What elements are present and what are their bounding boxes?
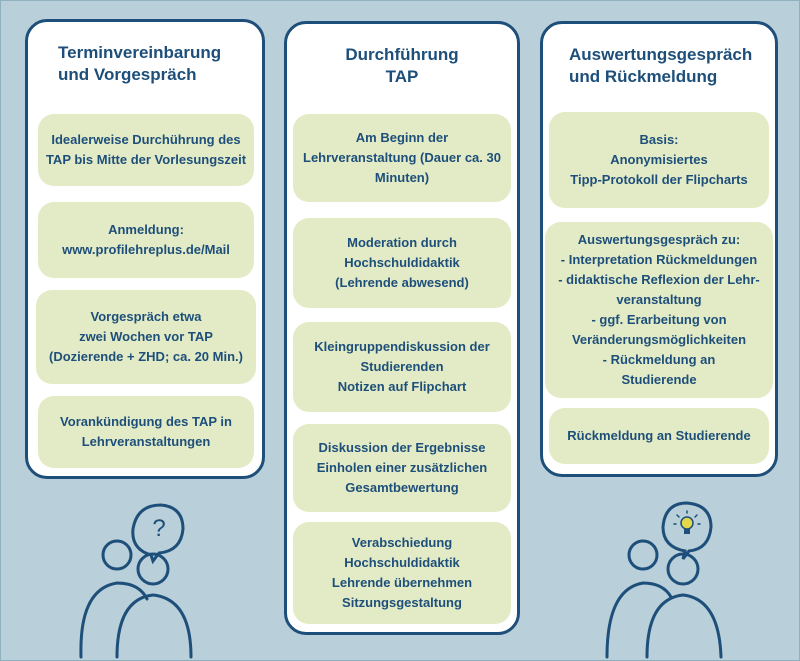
step-card: Verabschiedung Hochschuldidaktik Lehrende übernehmen Sitzungsgestaltung xyxy=(293,522,511,624)
step-card: Idealerweise Durchührung des TAP bis Mitte der Vorlesungszeit xyxy=(38,114,254,186)
step-card: Diskussion der Ergebnisse Einholen einer zusätzlichen Gesamtbewertung xyxy=(293,424,511,512)
column-title-line: Auswertungsgespräch xyxy=(569,45,753,64)
column-auswertung xyxy=(540,21,778,477)
question-mark-icon: ? xyxy=(152,515,166,542)
column-title xyxy=(28,42,262,86)
step-card: Vorankündigung des TAP in Lehrveranstaltungen xyxy=(38,396,254,468)
step-card: Auswertungsgespräch zu: - Interpretation Rückmeldungen - didaktische Reflexion der Lehr- veranstaltung - ggf. Erarbeitung von Veränderungsmöglichkeiten - Rückmeldung an Studierende xyxy=(545,222,773,398)
people-question-icon xyxy=(73,499,223,659)
column-title-line: TAP xyxy=(385,67,419,86)
step-card: Vorgespräch etwa zwei Wochen vor TAP (Dozierende + ZHD; ca. 20 Min.) xyxy=(36,290,256,384)
column-title xyxy=(543,44,775,88)
step-card: Am Beginn der Lehrveranstaltung (Dauer ca. 30 Minuten) xyxy=(293,114,511,202)
column-terminvereinbarung xyxy=(25,19,265,479)
column-title-line: und Vorgespräch xyxy=(58,65,197,84)
column-title-line: Durchführung xyxy=(345,45,459,64)
step-card: Kleingruppendiskussion der Studierenden Notizen auf Flipchart xyxy=(293,322,511,412)
column-durchfuehrung xyxy=(284,21,520,635)
step-card: Basis: Anonymisiertes Tipp-Protokoll der Flipcharts xyxy=(549,112,769,208)
step-card: Moderation durch Hochschuldidaktik (Lehrende abwesend) xyxy=(293,218,511,308)
step-card: Anmeldung: www.profilehreplus.de/Mail xyxy=(38,202,254,278)
column-title-line: und Rückmeldung xyxy=(569,67,718,86)
step-card: Rückmeldung an Studierende xyxy=(549,408,769,464)
people-idea-icon xyxy=(601,499,751,659)
column-title xyxy=(287,44,517,88)
column-title-line: Terminvereinbarung xyxy=(58,43,222,62)
